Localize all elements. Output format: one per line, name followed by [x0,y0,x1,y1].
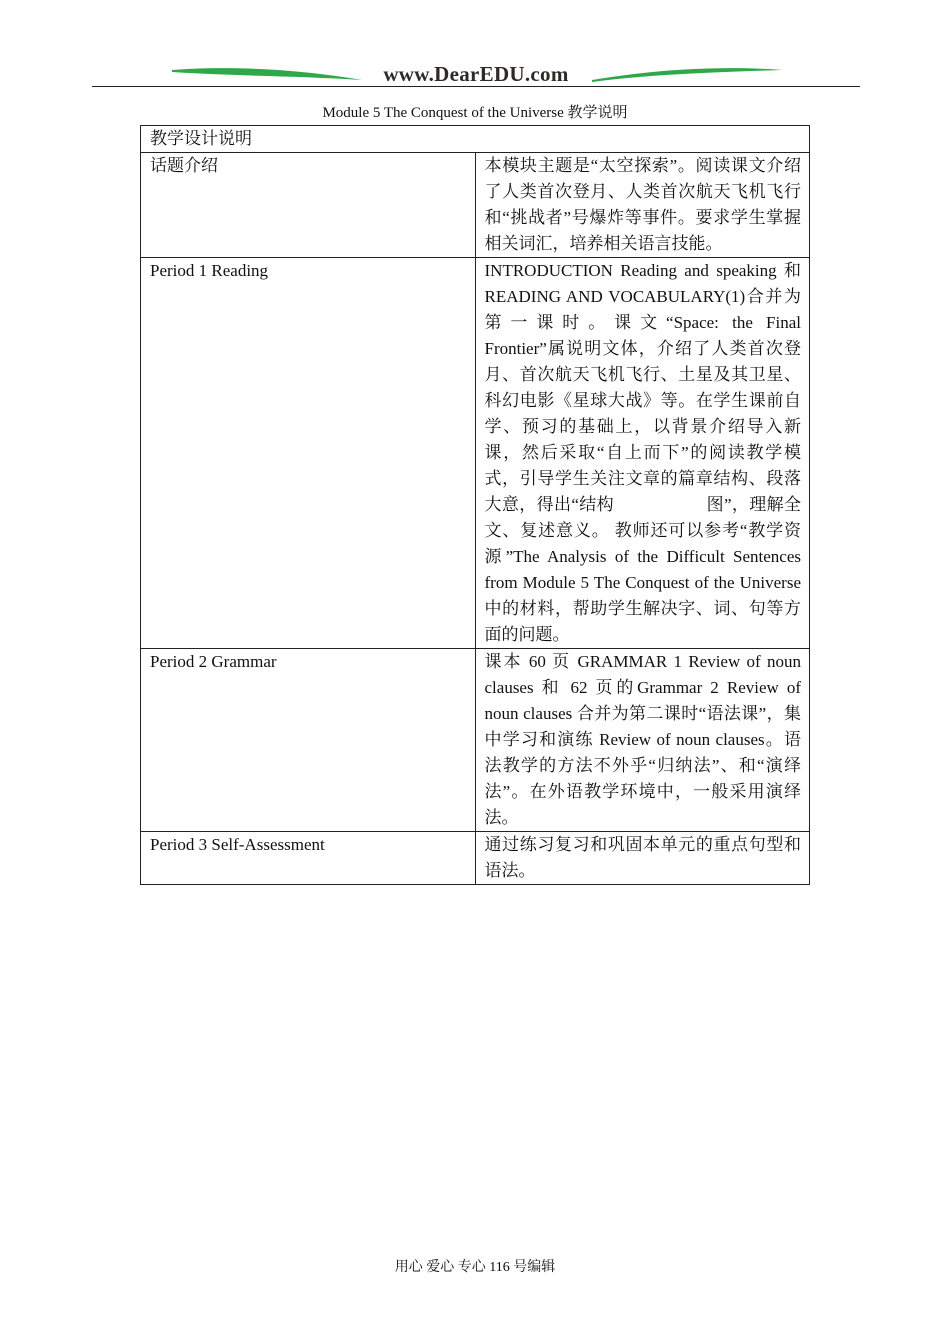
row-label: 话题介绍 [141,153,476,258]
document-title: Module 5 The Conquest of the Universe 教学说明 [322,105,628,121]
row-label: Period 2 Grammar [141,649,476,832]
row-content: 通过练习复习和巩固本单元的重点句型和语法。 [475,832,810,885]
page-footer: 用心 爱心 专心 116 号编辑 [394,1260,556,1275]
green-swoosh-right-icon [592,64,782,84]
table-row [141,153,810,258]
header-rule [92,86,860,87]
site-header [92,60,860,90]
row-content: 本模块主题是“太空探索”。阅读课文介绍了人类首次登月、人类首次航天飞机飞行和“挑战者”号爆炸等事件。要求学生掌握相关词汇，培养相关语言技能。 [475,153,810,258]
table-row [141,258,810,649]
table-heading-row [141,126,810,153]
row-content: 课本 60 页 GRAMMAR 1 Review of noun clauses 和 62 页的Grammar 2 Review of noun clauses 合并为第二课时“语法课”，集中学习和演练 Review of noun clauses。语法教学的方法不外乎“归纳法”、和“演绎法”。在外语教学环境中，一般采用演绎法。 [475,649,810,832]
row-label: Period 1 Reading [141,258,476,649]
table-heading: 教学设计说明 [141,126,810,153]
table-row [141,832,810,885]
green-swoosh-left-icon [172,64,362,84]
row-content: INTRODUCTION Reading and speaking 和 READING AND VOCABULARY(1)合并为第一课时。课文“Space: the Final Frontier”属说明文体，介绍了人类首次登月、首次航天飞机飞行、土星及其卫星、科幻电影《星球大战》等。在学生课前自学、预习的基础上，以背景介绍导入新课，然后采取“自上而下”的阅读教学模式，引导学生关注文章的篇章结构、段落大意，得出“结构 图”，理解全文、复述意义。 教师还可以参考“教学资源”The Analysis of the Difficult Sentences from Module 5 The Conquest of the Universe 中的材料，帮助学生解决字、词、句等方面的问题。 [475,258,810,649]
row-label: Period 3 Self-Assessment [141,832,476,885]
site-logo: www.DearEDU.com [383,62,569,86]
table-row [141,649,810,832]
lesson-plan-table [140,125,810,885]
